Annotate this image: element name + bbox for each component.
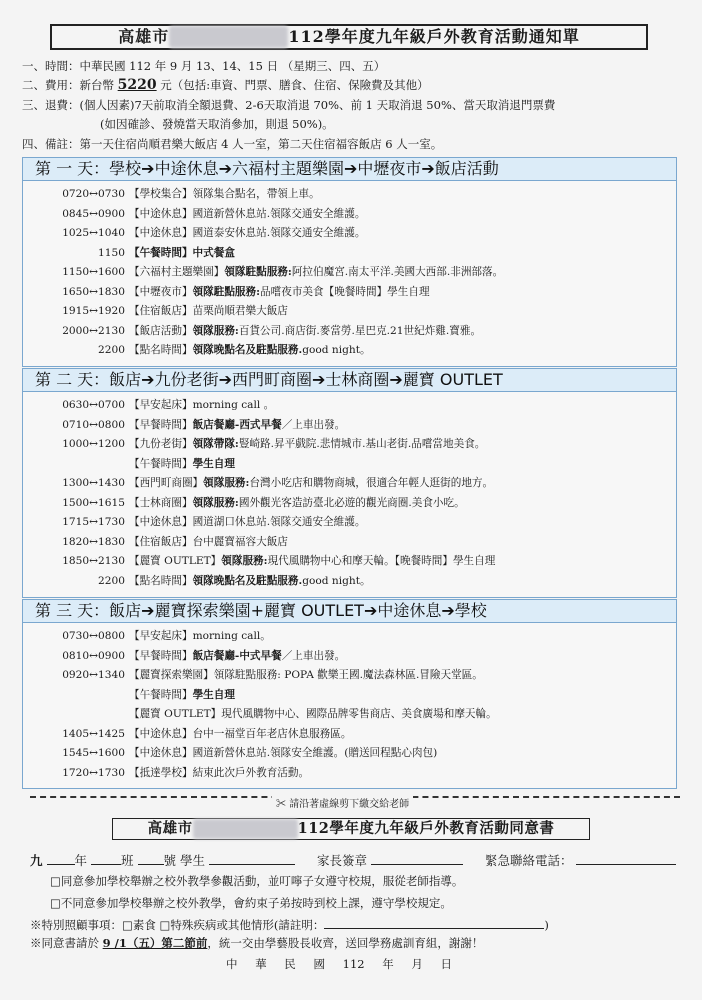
schedule-label: 【早安起床】 bbox=[129, 399, 193, 411]
notice-title bbox=[50, 24, 648, 50]
schedule-text: 國道新營休息站.領隊安全維護。(贈送回程點心肉包) bbox=[192, 747, 438, 759]
schedule-time: 0720↔0730 bbox=[62, 188, 125, 200]
schedule-bold: 領隊服務: bbox=[192, 496, 239, 509]
schedule-row bbox=[37, 205, 365, 223]
info-time-value: 中華民國 112 年 9 月 13、14、15 日 （星期三、四、五） bbox=[79, 59, 386, 73]
schedule-text: 國外觀光客造訪臺北必遊的觀光商圈.美食小吃。 bbox=[238, 496, 465, 509]
schedule-text: 領隊集合點名，帶領上車。 bbox=[192, 188, 320, 200]
info-fee-post: 元（包括:車資、門票、膳食、住宿、保險費及其他） bbox=[156, 78, 429, 92]
consent-title bbox=[112, 818, 590, 840]
schedule-row bbox=[37, 435, 485, 453]
schedule-label: 【點名時間】 bbox=[129, 344, 193, 356]
schedule-text: 現代風購物中心和摩天輪。【晚餐時間】學生自理 bbox=[267, 555, 496, 567]
consent-fields bbox=[30, 852, 676, 869]
info-refund-line1: (個人因素)7天前取消全額退費、2-6天取消退 70%、前 1 天取消退 50%、當天取消退門票費 bbox=[79, 98, 556, 112]
day-1-schedule bbox=[22, 181, 677, 367]
schedule-row bbox=[37, 396, 274, 414]
schedule-text: ／上車出發。 bbox=[281, 418, 346, 431]
schedule-row bbox=[37, 322, 481, 340]
day-2-header: 第 二 天：飯店➔九份老街➔西門町商圈➔士林商圈➔麗寶 OUTLET bbox=[22, 368, 677, 392]
cut-note bbox=[272, 795, 413, 810]
scissors-icon: ✂ bbox=[276, 799, 290, 810]
info-fee-pre: 新台幣 bbox=[79, 78, 118, 92]
schedule-bold: 領隊服務: bbox=[221, 555, 268, 567]
schedule-bold: 領隊服務: bbox=[203, 477, 250, 489]
title-suffix: 112學年度九年級戶外教育活動通知單 bbox=[288, 27, 580, 46]
schedule-label: 【中途休息】 bbox=[129, 516, 193, 528]
schedule-text: 百貨公司.商店街.麥當勞.星巴克.21世紀炸雞.寶雅。 bbox=[238, 324, 482, 337]
schedule-bold: 領隊駐點服務: bbox=[192, 285, 261, 298]
deadline-date: 9 /1（五）第二節前 bbox=[102, 936, 208, 950]
number-label: 號 bbox=[163, 853, 177, 868]
info-note-value: 第一天住宿尚順君樂大飯店 4 人一室，第二天住宿福容飯店 6 人一室。 bbox=[79, 137, 443, 151]
schedule-time: 1500↔1615 bbox=[62, 496, 125, 509]
schedule-text: 國道新營休息站.領隊交通安全維護。 bbox=[192, 207, 366, 220]
schedule-time: 0810↔0900 bbox=[62, 649, 125, 662]
schedule-time: 2000↔2130 bbox=[62, 324, 125, 337]
schedule-time: 0845↔0900 bbox=[62, 207, 125, 220]
schedule-text: 台中一福堂百年老店休息服務區。 bbox=[192, 727, 352, 740]
schedule-time: 1150↔1600 bbox=[62, 266, 125, 278]
schedule-text: 豎崎路.昇平戲院.悲情城市.基山老街.品嚐當地美食。 bbox=[238, 438, 486, 450]
consent-option-disagree[interactable]: □不同意參加學校舉辦之校外教學，會約束子弟按時到校上課，遵守學校規定。 bbox=[50, 896, 452, 910]
schedule-time: 0630↔0700 bbox=[62, 399, 125, 411]
schedule-bold: 學生自理 bbox=[192, 688, 235, 701]
schedule-bold: 領隊晚點名及駐點服務. bbox=[192, 344, 303, 356]
schedule-label: 【早安起床】 bbox=[129, 630, 193, 642]
deadline-note bbox=[30, 935, 483, 951]
schedule-bold: 領隊晚點名及駐點服務. bbox=[192, 574, 303, 587]
schedule-row bbox=[37, 341, 371, 359]
info-fee-amount: 5220 bbox=[117, 77, 157, 93]
year-blank[interactable] bbox=[47, 852, 75, 865]
schedule-label: 【中途休息】 bbox=[129, 207, 193, 220]
parent-signature-label: 家長簽章 bbox=[316, 853, 367, 868]
student-name-blank[interactable] bbox=[209, 852, 295, 865]
schedule-time: 2200 bbox=[98, 344, 125, 356]
schedule-row bbox=[37, 764, 309, 782]
schedule-row bbox=[37, 513, 365, 531]
schedule-bold: 【午餐時間】中式餐盒 bbox=[129, 246, 235, 259]
schedule-time: 1405↔1425 bbox=[62, 727, 125, 740]
emergency-phone-blank[interactable] bbox=[576, 852, 676, 865]
schedule-row bbox=[37, 744, 437, 762]
schedule-label: 【早餐時間】 bbox=[129, 418, 193, 431]
schedule-label: 【九份老街】 bbox=[129, 438, 193, 450]
schedule-text: morning call。 bbox=[192, 630, 271, 642]
schedule-time: 0730↔0800 bbox=[62, 630, 125, 642]
student-label: 學生 bbox=[180, 853, 206, 868]
schedule-text: 現代風購物中心、國際品牌零售商店、美食廣場和摩天輪。 bbox=[221, 708, 497, 720]
schedule-row bbox=[37, 647, 345, 665]
schedule-bold: 飯店餐廳-西式早餐 bbox=[192, 418, 282, 431]
schedule-bold: 領隊帶隊: bbox=[192, 438, 239, 450]
schedule-time: 0920↔1340 bbox=[62, 669, 125, 681]
blurred-school-name bbox=[169, 26, 288, 48]
schedule-text: 苗栗尚順君樂大飯店 bbox=[192, 305, 288, 317]
schedule-label: 【麗寶 OUTLET】 bbox=[129, 555, 222, 567]
schedule-time: 1150 bbox=[98, 246, 125, 259]
schedule-time: 1850↔2130 bbox=[62, 555, 125, 567]
schedule-row bbox=[37, 725, 351, 743]
schedule-label: 【住宿飯店】 bbox=[129, 535, 193, 548]
info-refund bbox=[22, 97, 555, 113]
schedule-row bbox=[37, 302, 288, 320]
schedule-label: 【士林商圈】 bbox=[129, 496, 193, 509]
schedule-row bbox=[37, 494, 465, 512]
consent-option-agree[interactable]: □同意參加學校舉辦之校外教學參觀活動，並叮嚀子女遵守校規，服從老師指導。 bbox=[50, 874, 464, 888]
schedule-row bbox=[37, 552, 495, 570]
special-care-text[interactable]: ※特別照顧事項：□素食 □特殊疾病或其他情形(請註明： bbox=[30, 918, 325, 932]
schedule-label: 【抵達學校】 bbox=[129, 766, 193, 779]
year-label: 年 bbox=[74, 853, 88, 868]
schedule-label: 【麗寶 OUTLET】 bbox=[129, 708, 222, 720]
schedule-text: morning call 。 bbox=[192, 399, 275, 411]
schedule-bold: 領隊駐點服務: bbox=[224, 266, 292, 278]
schedule-row bbox=[37, 455, 235, 473]
schedule-text: good night。 bbox=[302, 344, 371, 356]
info-refund-line2: (如因確診、發燒當天取消參加，則退 50%)。 bbox=[100, 117, 334, 131]
day-1-header: 第 一 天：學校➔中途休息➔六福村主題樂園➔中壢夜市➔飯店活動 bbox=[22, 157, 677, 181]
schedule-time: 2200 bbox=[98, 574, 125, 587]
info-note-label: 四、備註： bbox=[22, 137, 80, 151]
info-time-label: 一、時間： bbox=[22, 59, 80, 73]
consent-title-suffix: 112學年度九年級戶外教育活動同意書 bbox=[297, 820, 555, 837]
schedule-text: 台灣小吃店和購物商城，很適合年輕人逛街的地方。 bbox=[249, 477, 494, 489]
schedule-text: 國道泰安休息站.領隊交通安全維護。 bbox=[192, 227, 366, 239]
schedule-bold: 學生自理 bbox=[192, 457, 235, 470]
deadline-post: ，統一交由學藝股長收齊，送回學務處訓育組，謝謝！ bbox=[207, 936, 484, 950]
parent-signature-blank[interactable] bbox=[371, 852, 463, 865]
schedule-row bbox=[37, 224, 365, 242]
day-3-header: 第 三 天：飯店➔麗寶探索樂園+麗寶 OUTLET➔中途休息➔學校 bbox=[22, 599, 677, 623]
schedule-time: 1650↔1830 bbox=[62, 285, 125, 298]
consent-title-prefix: 高雄市 bbox=[147, 820, 193, 837]
schedule-label: 【中途休息】 bbox=[129, 747, 193, 759]
schedule-text: 國道湖口休息站.領隊交通安全維護。 bbox=[192, 516, 366, 528]
info-fee-label: 二、費用： bbox=[22, 78, 80, 92]
schedule-row bbox=[37, 263, 503, 281]
schedule-time: 1300↔1430 bbox=[62, 477, 125, 489]
schedule-text: 品嚐夜市美食【晚餐時間】學生自理 bbox=[260, 285, 430, 298]
schedule-row bbox=[37, 627, 271, 645]
schedule-label: 【飯店活動】 bbox=[129, 324, 193, 337]
schedule-row bbox=[37, 572, 371, 590]
title-prefix: 高雄市 bbox=[118, 27, 170, 46]
class-blank[interactable] bbox=[91, 852, 121, 865]
schedule-row bbox=[37, 686, 235, 704]
class-label: 班 bbox=[121, 853, 134, 868]
schedule-time: 1545↔1600 bbox=[62, 747, 125, 759]
info-refund-label: 三、退費： bbox=[22, 98, 80, 112]
special-care-end: ) bbox=[544, 918, 549, 932]
schedule-time: 1720↔1730 bbox=[62, 766, 125, 779]
cut-note-text: 請沿著虛線剪下繳交給老師 bbox=[289, 799, 410, 810]
schedule-label: 【早餐時間】 bbox=[129, 649, 193, 662]
info-fee bbox=[22, 77, 429, 93]
schedule-text: 結束此次戶外教育活動。 bbox=[192, 766, 310, 779]
emergency-phone-label: 緊急聯絡電話： bbox=[484, 853, 573, 868]
schedule-row bbox=[37, 533, 288, 551]
schedule-label: 【午餐時間】 bbox=[129, 457, 193, 470]
special-care-blank[interactable] bbox=[324, 916, 544, 929]
schedule-bold: 領隊服務: bbox=[192, 324, 239, 337]
schedule-label: 【西門町商圈】 bbox=[129, 477, 204, 489]
schedule-time: 1000↔1200 bbox=[62, 438, 125, 450]
schedule-text: 領隊駐點服務: POPA 歡樂王國.魔法森林區.冒險天堂區。 bbox=[213, 669, 483, 681]
schedule-label: 【中壢夜市】 bbox=[129, 285, 193, 298]
schedule-label: 【點名時間】 bbox=[129, 574, 193, 587]
consent-blurred-school-name bbox=[193, 819, 298, 839]
schedule-label: 【中途休息】 bbox=[129, 727, 193, 740]
schedule-label: 【麗寶探索樂園】 bbox=[129, 669, 214, 681]
info-note bbox=[22, 136, 442, 152]
number-blank[interactable] bbox=[138, 852, 164, 865]
schedule-label: 【中途休息】 bbox=[129, 227, 193, 239]
schedule-row bbox=[37, 666, 483, 684]
schedule-time: 1025↔1040 bbox=[62, 227, 125, 239]
schedule-row bbox=[37, 244, 235, 262]
schedule-row bbox=[37, 283, 430, 301]
schedule-label: 【學校集合】 bbox=[129, 188, 193, 200]
schedule-bold: 飯店餐廳-中式早餐 bbox=[192, 649, 282, 662]
schedule-row bbox=[37, 416, 345, 434]
day-3-schedule bbox=[22, 623, 677, 789]
schedule-label: 【午餐時間】 bbox=[129, 688, 193, 701]
schedule-text: good night。 bbox=[302, 574, 371, 587]
schedule-row bbox=[37, 474, 493, 492]
schedule-label: 【住宿飯店】 bbox=[129, 305, 193, 317]
schedule-text: 阿拉伯魔宮.南太平洋.美國大西部.非洲部落。 bbox=[291, 266, 504, 278]
schedule-time: 0710↔0800 bbox=[62, 418, 125, 431]
deadline-pre: ※同意書請於 bbox=[30, 936, 103, 950]
day-2-schedule bbox=[22, 392, 677, 598]
schedule-time: 1715↔1730 bbox=[62, 516, 125, 528]
schedule-label: 【六福村主題樂園】 bbox=[129, 266, 225, 278]
special-care bbox=[30, 916, 549, 933]
schedule-text: 台中麗寶福容大飯店 bbox=[192, 535, 288, 548]
schedule-row bbox=[37, 185, 320, 203]
info-time bbox=[22, 58, 385, 74]
consent-date: 中 華 民 國 112 年 月 日 bbox=[226, 957, 453, 971]
grade-label: 九 bbox=[30, 853, 43, 868]
schedule-time: 1820↔1830 bbox=[62, 535, 125, 548]
schedule-row bbox=[37, 705, 497, 723]
schedule-text: ／上車出發。 bbox=[281, 649, 346, 662]
schedule-time: 1915↔1920 bbox=[62, 305, 125, 317]
